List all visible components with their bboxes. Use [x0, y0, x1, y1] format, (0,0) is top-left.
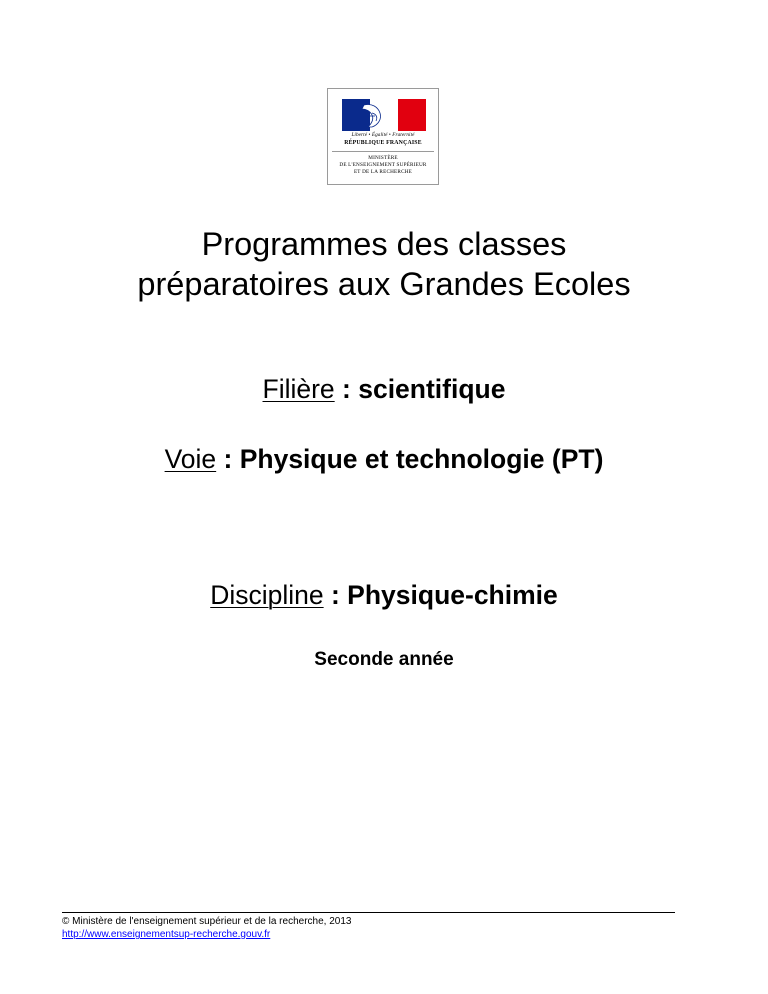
logo-republic: RÉPUBLIQUE FRANÇAISE	[344, 140, 422, 146]
logo-ministry-name	[328, 155, 438, 176]
footer-divider	[62, 912, 675, 913]
filiere-line	[0, 374, 768, 405]
filiere-label: Filière	[262, 374, 335, 404]
discipline-value: : Physique-chimie	[323, 580, 558, 610]
title-line-2: préparatoires aux Grandes Ecoles	[137, 266, 631, 302]
title-line-1: Programmes des classes	[201, 226, 567, 262]
ministry-logo	[327, 88, 439, 185]
footer-website-link[interactable]: http://www.enseignementsup-recherche.gouv.fr	[62, 929, 271, 940]
logo-ministry-line: DE L'ENSEIGNEMENT SUPÉRIEUR	[339, 162, 427, 168]
logo-ministry-line: ET DE LA RECHERCHE	[353, 169, 413, 175]
voie-value: : Physique et technologie (PT)	[216, 444, 604, 474]
voie-line	[0, 444, 768, 475]
footer-copyright: © Ministère de l'enseignement supérieur et de la recherche, 2013	[62, 916, 352, 927]
filiere-value: : scientifique	[334, 374, 506, 404]
logo-motto: Liberté • Égalité • Fraternité	[351, 132, 415, 138]
discipline-label: Discipline	[210, 580, 324, 610]
document-title	[0, 224, 768, 304]
logo-ministry-line: MINISTÈRE	[368, 155, 398, 161]
logo-divider	[332, 151, 434, 152]
marianne-flag-icon	[342, 99, 426, 131]
voie-label: Voie	[164, 444, 217, 474]
discipline-line	[0, 580, 768, 611]
year-subtitle: Seconde année	[314, 649, 454, 670]
